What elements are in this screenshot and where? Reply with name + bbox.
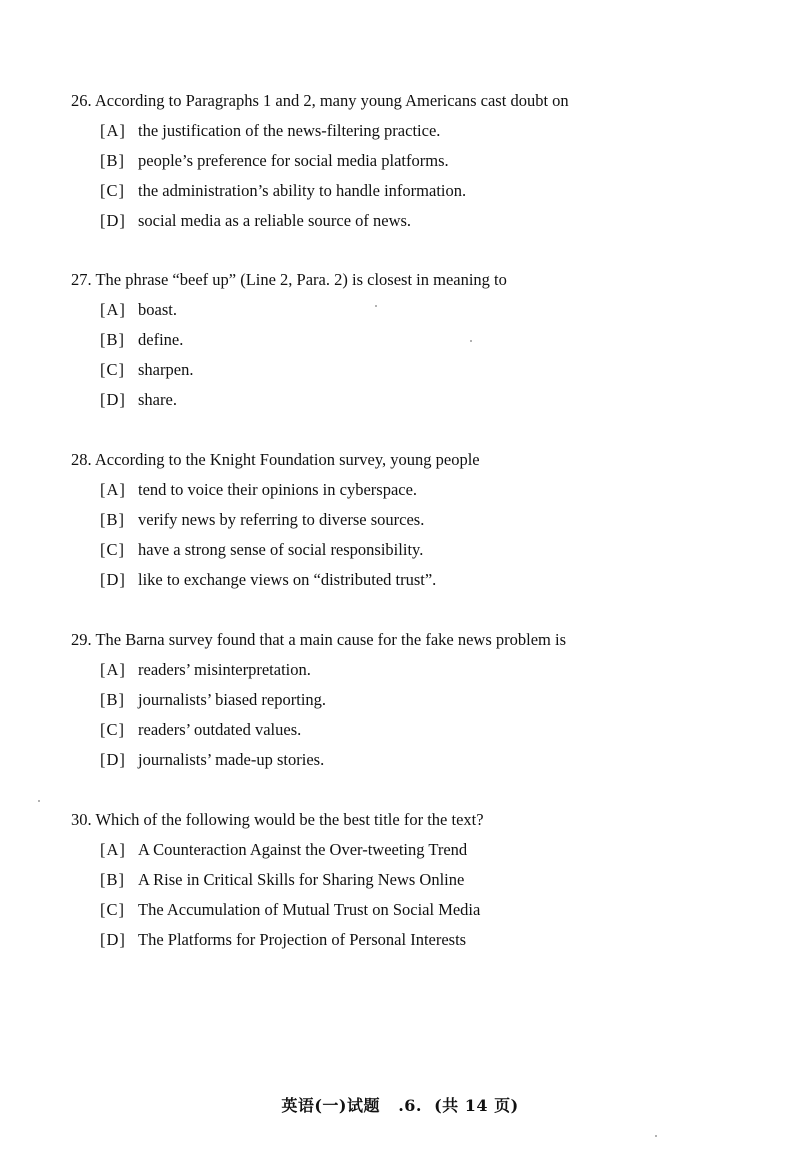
- option-list: [71, 658, 751, 778]
- page-footer: [0, 1093, 800, 1116]
- option-text: A Rise in Critical Skills for Sharing News Online: [138, 870, 465, 889]
- footer-page-number: .6.: [398, 1096, 422, 1115]
- option-c[interactable]: [100, 538, 751, 568]
- option-letter: [D]: [100, 930, 126, 949]
- option-a[interactable]: [100, 119, 751, 149]
- question-28: [71, 448, 751, 598]
- option-b[interactable]: [100, 508, 751, 538]
- option-text: The Platforms for Projection of Personal Interests: [138, 930, 467, 949]
- option-letter: [A]: [100, 480, 126, 499]
- option-list: [71, 478, 751, 598]
- option-letter: [A]: [100, 121, 126, 140]
- option-letter: [C]: [100, 360, 125, 379]
- option-letter: [C]: [100, 720, 125, 739]
- option-a[interactable]: [100, 658, 751, 688]
- option-letter: [B]: [100, 151, 125, 170]
- option-text: readers’ misinterpretation.: [138, 660, 311, 679]
- option-list: [71, 119, 751, 239]
- question-stem: 29. The Barna survey found that a main cause for the fake news problem is: [71, 630, 566, 649]
- option-text: social media as a reliable source of news.: [138, 211, 412, 230]
- option-text: boast.: [138, 300, 177, 319]
- option-text: the administration’s ability to handle information.: [138, 181, 467, 200]
- scan-speck: [38, 800, 40, 802]
- option-list: [71, 838, 751, 958]
- option-letter: [B]: [100, 690, 125, 709]
- option-text: sharpen.: [138, 360, 194, 379]
- option-letter: [D]: [100, 390, 126, 409]
- option-letter: [A]: [100, 840, 126, 859]
- option-c[interactable]: [100, 898, 751, 928]
- option-text: The Accumulation of Mutual Trust on Social Media: [138, 900, 481, 919]
- option-text: like to exchange views on “distributed trust”.: [138, 570, 437, 589]
- option-a[interactable]: [100, 838, 751, 868]
- scan-speck: [470, 340, 472, 342]
- option-text: readers’ outdated values.: [138, 720, 302, 739]
- option-letter: [B]: [100, 330, 125, 349]
- option-d[interactable]: [100, 928, 751, 958]
- option-letter: [B]: [100, 870, 125, 889]
- option-letter: [D]: [100, 570, 126, 589]
- question-stem: 26. According to Paragraphs 1 and 2, many young Americans cast doubt on: [71, 91, 569, 110]
- question-30: [71, 808, 751, 958]
- option-c[interactable]: [100, 358, 751, 388]
- option-text: the justification of the news-filtering practice.: [138, 121, 441, 140]
- option-text: verify news by referring to diverse sources.: [138, 510, 425, 529]
- question-27: [71, 268, 751, 418]
- option-text: A Counteraction Against the Over-tweeting Trend: [138, 840, 468, 859]
- option-c[interactable]: [100, 718, 751, 748]
- option-c[interactable]: [100, 179, 751, 209]
- option-letter: [A]: [100, 660, 126, 679]
- question-stem: 27. The phrase “beef up” (Line 2, Para. 2) is closest in meaning to: [71, 270, 507, 289]
- option-letter: [A]: [100, 300, 126, 319]
- option-b[interactable]: [100, 868, 751, 898]
- option-d[interactable]: [100, 209, 751, 239]
- option-b[interactable]: [100, 688, 751, 718]
- option-a[interactable]: [100, 298, 751, 328]
- option-letter: [B]: [100, 510, 125, 529]
- option-letter: [D]: [100, 750, 126, 769]
- scan-speck: [375, 305, 377, 307]
- option-letter: [C]: [100, 900, 125, 919]
- option-letter: [C]: [100, 540, 125, 559]
- question-29: [71, 628, 751, 778]
- scan-speck: [655, 1135, 657, 1137]
- question-stem: 28. According to the Knight Foundation survey, young people: [71, 450, 480, 469]
- option-text: have a strong sense of social responsibility.: [138, 540, 424, 559]
- question-stem: 30. Which of the following would be the best title for the text?: [71, 810, 484, 829]
- option-text: journalists’ biased reporting.: [138, 690, 327, 709]
- option-d[interactable]: [100, 568, 751, 598]
- option-text: people’s preference for social media platforms.: [138, 151, 449, 170]
- option-list: [71, 298, 751, 418]
- footer-subject: 英语(一)试题: [281, 1096, 380, 1115]
- option-d[interactable]: [100, 748, 751, 778]
- option-a[interactable]: [100, 478, 751, 508]
- option-letter: [C]: [100, 181, 125, 200]
- option-d[interactable]: [100, 388, 751, 418]
- option-text: tend to voice their opinions in cyberspace.: [138, 480, 418, 499]
- option-text: journalists’ made-up stories.: [138, 750, 325, 769]
- option-b[interactable]: [100, 149, 751, 179]
- footer-total-pages: (共 14 页): [434, 1096, 519, 1115]
- question-26: [71, 89, 751, 239]
- option-text: define.: [138, 330, 184, 349]
- option-letter: [D]: [100, 211, 126, 230]
- option-b[interactable]: [100, 328, 751, 358]
- option-text: share.: [138, 390, 177, 409]
